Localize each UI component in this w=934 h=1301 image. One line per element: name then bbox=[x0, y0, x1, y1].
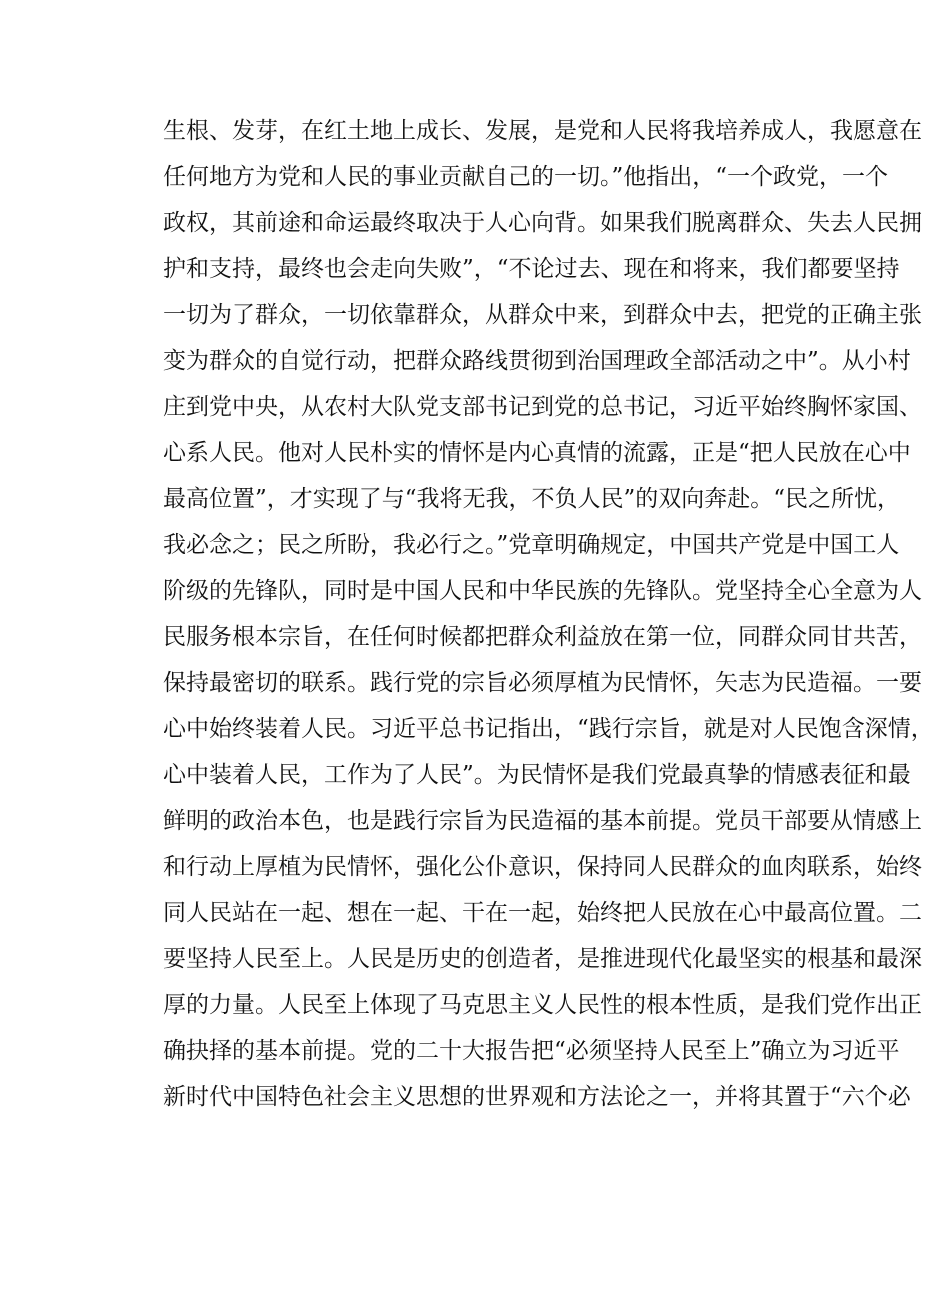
text-line: 确抉择的基本前提。党的二十大报告把“必须坚持人民至上”确立为习近平 bbox=[163, 1038, 900, 1064]
text-line: 变为群众的自觉行动，把群众路线贯彻到治国理政全部活动之中”。从小村 bbox=[163, 348, 911, 374]
text-line: 任何地方为党和人民的事业贡献自己的一切。”他指出，“一个政党，一个 bbox=[163, 164, 889, 190]
text-line: 政权，其前途和命运最终取决于人心向背。如果我们脱离群众、失去人民拥 bbox=[163, 210, 922, 236]
text-line: 鲜明的政治本色，也是践行宗旨为民造福的基本前提。党员干部要从情感上 bbox=[163, 808, 922, 834]
text-line: 阶级的先锋队，同时是中国人民和中华民族的先锋队。党坚持全心全意为人 bbox=[163, 578, 922, 604]
text-line: 同人民站在一起、想在一起、干在一起，始终把人民放在心中最高位置。二 bbox=[163, 900, 922, 926]
text-line: 新时代中国特色社会主义思想的世界观和方法论之一，并将其置于“六个必 bbox=[163, 1084, 911, 1110]
text-line: 心系人民。他对人民朴实的情怀是内心真情的流露，正是“把人民放在心中 bbox=[163, 440, 911, 466]
text-line: 厚的力量。人民至上体现了马克思主义人民性的根本性质，是我们党作出正 bbox=[163, 992, 922, 1018]
text-line: 庄到党中央，从农村大队党支部书记到党的总书记，习近平始终胸怀家国、 bbox=[163, 394, 922, 420]
text-line: 心中装着人民，工作为了人民”。为民情怀是我们党最真挚的情感表征和最 bbox=[163, 762, 911, 788]
text-line: 和行动上厚植为民情怀，强化公仆意识，保持同人民群众的血肉联系，始终 bbox=[163, 854, 922, 880]
text-line: 我必念之；民之所盼，我必行之。”党章明确规定，中国共产党是中国工人 bbox=[163, 532, 900, 558]
text-line: 护和支持，最终也会走向失败”，“不论过去、现在和将来，我们都要坚持 bbox=[163, 256, 900, 282]
body-text bbox=[163, 108, 934, 1120]
text-line: 保持最密切的联系。践行党的宗旨必须厚植为民情怀，矢志为民造福。一要 bbox=[163, 670, 922, 696]
text-line: 一切为了群众，一切依靠群众，从群众中来，到群众中去，把党的正确主张 bbox=[163, 302, 922, 328]
text-line: 最高位置”，才实现了与“我将无我，不负人民”的双向奔赴。“民之所忧， bbox=[163, 486, 901, 512]
text-line: 民服务根本宗旨，在任何时候都把群众利益放在第一位，同群众同甘共苦， bbox=[163, 624, 922, 650]
text-line: 要坚持人民至上。人民是历史的创造者，是推进现代化最坚实的根基和最深 bbox=[163, 946, 922, 972]
text-line: 生根、发芽，在红土地上成长、发展，是党和人民将我培养成人，我愿意在 bbox=[163, 118, 922, 144]
text-line: 心中始终装着人民。习近平总书记指出，“践行宗旨，就是对人民饱含深情， bbox=[163, 716, 934, 742]
